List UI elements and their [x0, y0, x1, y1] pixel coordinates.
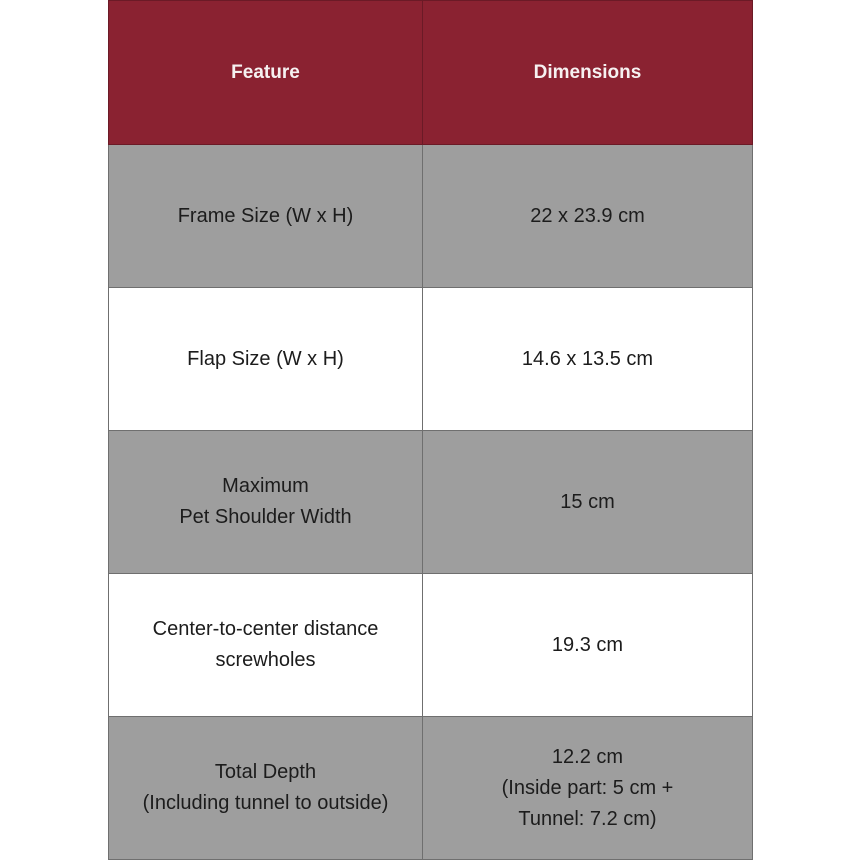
header-dimensions: Dimensions — [423, 1, 753, 145]
feature-cell — [109, 717, 423, 860]
table-row — [109, 717, 753, 860]
feature-text: Frame Size (W x H) — [177, 204, 354, 227]
feature-text: Flap Size (W x H) — [187, 347, 344, 370]
feature-cell — [109, 574, 423, 717]
dimension-cell — [423, 145, 753, 288]
table-row — [109, 145, 753, 288]
table-row — [109, 431, 753, 574]
dimension-text: 14.6 x 13.5 cm — [521, 347, 654, 370]
feature-text: Center-to-center distance — [152, 618, 379, 640]
dimensions-table — [108, 0, 753, 860]
dimension-text: (Inside part: 5 cm + — [501, 776, 674, 799]
dimension-cell — [423, 574, 753, 717]
dimension-text: 22 x 23.9 cm — [530, 204, 645, 227]
dimension-cell — [423, 431, 753, 574]
feature-text: Pet Shoulder Width — [179, 506, 352, 528]
dimension-text: 19.3 cm — [551, 633, 624, 656]
header-feature: Feature — [109, 1, 423, 145]
dimension-text: 15 cm — [560, 490, 615, 513]
feature-text: screwholes — [215, 649, 316, 671]
table-header-row — [109, 1, 753, 145]
table-row — [109, 574, 753, 717]
feature-text: Total Depth — [214, 761, 317, 783]
feature-cell — [109, 431, 423, 574]
feature-text: (Including tunnel to outside) — [142, 792, 389, 814]
dimension-text: Tunnel: 7.2 cm) — [518, 807, 657, 830]
feature-cell — [109, 288, 423, 431]
dimension-cell — [423, 717, 753, 860]
feature-cell — [109, 145, 423, 288]
feature-text: Maximum — [222, 475, 309, 497]
dimension-cell — [423, 288, 753, 431]
table-row — [109, 288, 753, 431]
dimension-text: 12.2 cm — [551, 745, 624, 768]
